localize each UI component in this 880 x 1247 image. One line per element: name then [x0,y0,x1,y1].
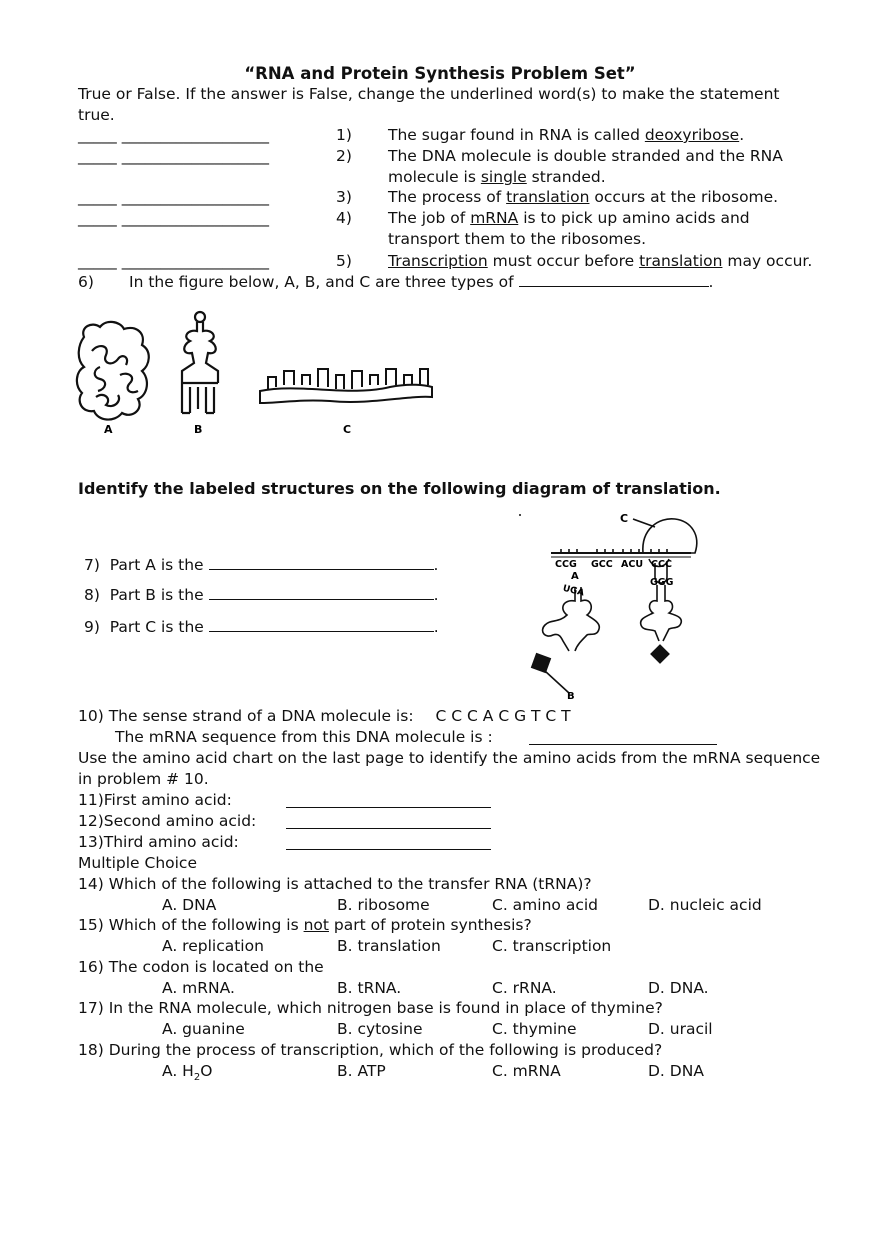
q16-text: 16) The codon is located on the [78,958,324,976]
tf-num-2: 2) [336,147,352,165]
tf-statement-4b: transport them to the ribosomes. [388,230,647,248]
q18-option-a[interactable]: A. $H_2O$ [162,1062,213,1084]
q14-option-b[interactable]: B. ribosome [337,896,430,914]
q17-option-b[interactable]: B. cytosine [337,1020,423,1038]
part-c-question: 9) Part C is the . [84,618,439,636]
codon-4: CCC [651,559,672,570]
tf-statement-4a: The job of mRNA is to pick up amino acids and [388,209,750,227]
tf-instructions: True or False. If the answer is False, change the underlined word(s) to make the statement [78,85,780,103]
tf-statement-5: Transcription must occur before translation may occur. [388,252,813,270]
chart-instructions-cont: in problem # 10. [78,770,209,788]
anticodon-right: GGG [650,577,674,588]
q16-option-b[interactable]: B. tRNA. [337,979,402,997]
page-title: “RNA and Protein Synthesis Problem Set” [244,64,636,83]
tf-num-4: 4) [336,209,352,227]
amino-1-answer-blank[interactable] [286,795,491,808]
rrna-drawing [77,322,149,420]
fig-label-a: A [104,423,113,436]
q10-answer-blank[interactable] [529,733,717,745]
q10-mrna-prompt: The mRNA sequence from this DNA molecule is : [115,728,493,746]
tf-statement-1: The sugar found in RNA is called deoxyribose. [388,126,745,144]
q15-option-a[interactable]: A. replication [162,937,264,955]
q14-option-c[interactable]: C. amino acid [492,896,598,914]
q15-text: 15) Which of the following is not part of protein synthesis? [78,916,532,934]
amino-3-label: 13)Third amino acid: [78,833,239,851]
q17-text: 17) In the RNA molecule, which nitrogen base is found in place of thymine? [78,999,663,1017]
q15-option-b[interactable]: B. translation [337,937,441,955]
tf-statement-2a: The DNA molecule is double stranded and the RNA [388,147,783,165]
q16-option-a[interactable]: A. mRNA. [162,979,235,997]
tf-statement-3: The process of translation occurs at the ribosome. [388,188,779,206]
translation-diagram [515,505,715,705]
tf-blank-3[interactable]: _____ ___________________ [78,188,269,206]
label-a: A [571,571,579,582]
q18-option-d[interactable]: D. DNA [648,1062,704,1080]
amino-1-label: 11)First amino acid: [78,791,232,809]
tf-num-5: 5) [336,252,352,270]
translation-heading: Identify the labeled structures on the following diagram of translation. [78,479,721,498]
amino-2-label: 12)Second amino acid: [78,812,257,830]
part-a-answer-blank[interactable] [209,555,434,570]
tf-num-1: 1) [336,126,352,144]
chart-instructions: Use the amino acid chart on the last page to identify the amino acids from the mRNA sequence [78,749,821,767]
part-b-question: 8) Part B is the . [84,586,439,604]
q16-option-d[interactable]: D. DNA. [648,979,709,997]
part-a-question: 7) Part A is the . [84,556,439,574]
q14-option-d[interactable]: D. nucleic acid [648,896,762,914]
codon-1: CCG [555,559,577,570]
trna-drawing [182,312,218,413]
part-c-answer-blank[interactable] [209,617,434,632]
q6-text: In the figure below, A, B, and C are three types of . [129,273,714,291]
amino-3-answer-blank[interactable] [286,837,491,850]
tf-blank-4[interactable]: _____ ___________________ [78,209,269,227]
tf-blank-1[interactable]: _____ ___________________ [78,126,269,144]
label-c: C [620,512,629,525]
tf-statement-2b: molecule is single stranded. [388,168,606,186]
dna-sequence: C C C A C G T C T [435,707,571,725]
fig-label-b: B [194,423,203,436]
q18-option-b[interactable]: B. ATP [337,1062,386,1080]
amino-acid-right [650,644,670,664]
codon-3: ACU [621,559,644,570]
q14-option-a[interactable]: A. DNA [162,896,217,914]
tf-blank-2[interactable]: _____ ___________________ [78,147,269,165]
label-b: B [567,691,575,702]
q18-text: 18) During the process of transcription, which of the following is produced? [78,1041,663,1059]
part-b-answer-blank[interactable] [209,585,434,600]
mc-heading: Multiple Choice [78,854,197,872]
amino-acid-left [531,653,552,674]
q18-option-c[interactable]: C. mRNA [492,1062,561,1080]
q17-option-d[interactable]: D. uracil [648,1020,713,1038]
q16-option-c[interactable]: C. rRNA. [492,979,557,997]
q17-option-c[interactable]: C. thymine [492,1020,577,1038]
q6-answer-blank[interactable] [519,272,709,287]
fig-label-c: C [343,423,352,436]
amino-2-answer-blank[interactable] [286,816,491,829]
tf-instructions-cont: true. [78,106,115,124]
mrna-drawing [260,369,432,403]
anticodon-left: UGA [561,583,586,599]
q14-text: 14) Which of the following is attached to the transfer RNA (tRNA)? [78,875,592,893]
q17-option-a[interactable]: A. guanine [162,1020,245,1038]
codon-2: GCC [591,559,613,570]
ribosome-shape [643,519,697,553]
tf-blank-5[interactable]: _____ ___________________ [78,252,269,270]
tf-num-3: 3) [336,188,352,206]
q15-option-c[interactable]: C. transcription [492,937,612,955]
q10-prompt: 10) The sense strand of a DNA molecule is: C C C A C G T C T [78,707,571,725]
q6-number: 6) [78,273,94,291]
rna-types-figure [70,305,450,440]
